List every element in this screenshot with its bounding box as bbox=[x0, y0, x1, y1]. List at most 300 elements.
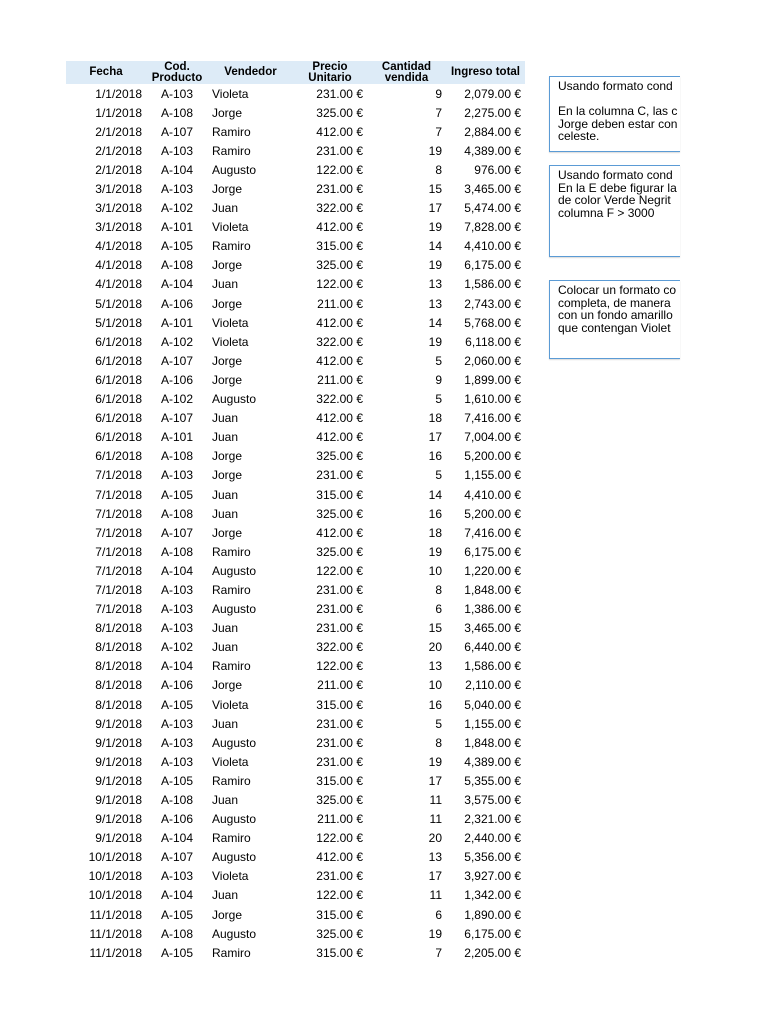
cell-cod-producto[interactable]: A-107 bbox=[160, 525, 194, 540]
cell-vendedor[interactable]: Ramiro bbox=[212, 945, 251, 960]
cell-vendedor[interactable]: Ramiro bbox=[212, 831, 251, 846]
cell-ingreso-total[interactable]: 3,927.00 € bbox=[464, 869, 521, 884]
cell-fecha[interactable]: 7/1/2018 bbox=[95, 525, 142, 540]
cell-fecha[interactable]: 1/1/2018 bbox=[95, 105, 142, 120]
cell-cantidad-vendida[interactable]: 14 bbox=[428, 315, 442, 330]
cell-cod-producto[interactable]: A-108 bbox=[160, 926, 194, 941]
cell-cod-producto[interactable]: A-103 bbox=[160, 869, 194, 884]
cell-ingreso-total[interactable]: 1,586.00 € bbox=[464, 659, 521, 674]
cell-ingreso-total[interactable]: 2,110.00 € bbox=[465, 678, 521, 693]
cell-ingreso-total[interactable]: 1,848.00 € bbox=[464, 582, 521, 597]
cell-cod-producto[interactable]: A-101 bbox=[160, 430, 194, 445]
cell-fecha[interactable]: 9/1/2018 bbox=[95, 773, 142, 788]
cell-precio-unitario[interactable]: 211.00 € bbox=[317, 296, 363, 311]
cell-cantidad-vendida[interactable]: 16 bbox=[428, 506, 442, 521]
cell-vendedor[interactable]: Ramiro bbox=[212, 659, 251, 674]
cell-vendedor[interactable]: Ramiro bbox=[212, 124, 251, 139]
cell-cantidad-vendida[interactable]: 6 bbox=[435, 907, 442, 922]
cell-fecha[interactable]: 2/1/2018 bbox=[95, 162, 142, 177]
cell-cantidad-vendida[interactable]: 5 bbox=[435, 716, 442, 731]
cell-cantidad-vendida[interactable]: 13 bbox=[428, 277, 442, 292]
cell-cod-producto[interactable]: A-107 bbox=[160, 411, 194, 426]
cell-cantidad-vendida[interactable]: 19 bbox=[428, 926, 442, 941]
table-row bbox=[66, 676, 525, 695]
cell-ingreso-total[interactable]: 1,890.00 € bbox=[464, 907, 521, 922]
cell-precio-unitario[interactable]: 412.00 € bbox=[316, 220, 363, 235]
cell-cantidad-vendida[interactable]: 10 bbox=[428, 678, 442, 693]
cell-vendedor[interactable]: Jorge bbox=[212, 353, 243, 368]
cell-precio-unitario[interactable]: 122.00 € bbox=[316, 162, 363, 177]
cell-ingreso-total[interactable]: 1,155.00 € bbox=[464, 716, 521, 731]
cell-precio-unitario[interactable]: 412.00 € bbox=[316, 411, 363, 426]
cell-fecha[interactable]: 9/1/2018 bbox=[95, 754, 142, 769]
header-fecha-label: Fecha bbox=[89, 66, 123, 78]
cell-precio-unitario[interactable]: 211.00 € bbox=[317, 812, 363, 827]
cell-cantidad-vendida[interactable]: 11 bbox=[429, 793, 442, 808]
cell-cod-producto[interactable]: A-101 bbox=[160, 220, 194, 235]
cell-ingreso-total[interactable]: 2,275.00 € bbox=[464, 105, 521, 120]
cell-precio-unitario[interactable]: 322.00 € bbox=[316, 201, 363, 216]
cell-fecha[interactable]: 8/1/2018 bbox=[95, 640, 142, 655]
cell-cantidad-vendida[interactable]: 8 bbox=[435, 162, 442, 177]
cell-fecha[interactable]: 7/1/2018 bbox=[95, 544, 142, 559]
table-row bbox=[66, 294, 525, 313]
cell-cod-producto[interactable]: A-103 bbox=[160, 602, 194, 617]
table-row bbox=[66, 409, 525, 428]
cell-vendedor[interactable]: Augusto bbox=[212, 850, 257, 865]
cell-fecha[interactable]: 2/1/2018 bbox=[95, 124, 142, 139]
cell-fecha[interactable]: 5/1/2018 bbox=[95, 315, 142, 330]
instruction-note-3[interactable]: Colocar un formato co completa, de manera con un fondo amarillo que contengan Violet bbox=[549, 280, 680, 359]
cell-precio-unitario[interactable]: 412.00 € bbox=[316, 353, 363, 368]
cell-ingreso-total[interactable]: 5,200.00 € bbox=[464, 506, 521, 521]
cell-vendedor[interactable]: Jorge bbox=[212, 907, 243, 922]
header-vendedor[interactable] bbox=[208, 61, 293, 84]
cell-precio-unitario[interactable]: 325.00 € bbox=[316, 449, 363, 464]
cell-precio-unitario[interactable]: 412.00 € bbox=[316, 315, 363, 330]
cell-vendedor[interactable]: Jorge bbox=[212, 105, 243, 120]
cell-cod-producto[interactable]: A-103 bbox=[160, 143, 194, 158]
table-row bbox=[66, 237, 525, 256]
cell-cantidad-vendida[interactable]: 13 bbox=[428, 659, 442, 674]
cell-ingreso-total[interactable]: 5,356.00 € bbox=[464, 850, 521, 865]
cell-cantidad-vendida[interactable]: 13 bbox=[428, 850, 442, 865]
cell-fecha[interactable]: 11/1/2018 bbox=[89, 926, 142, 941]
cell-cod-producto[interactable]: A-103 bbox=[160, 754, 194, 769]
cell-fecha[interactable]: 2/1/2018 bbox=[95, 143, 142, 158]
cell-fecha[interactable]: 11/1/2018 bbox=[89, 945, 142, 960]
cell-precio-unitario[interactable]: 231.00 € bbox=[316, 621, 363, 636]
cell-cantidad-vendida[interactable]: 7 bbox=[435, 105, 442, 120]
cell-cantidad-vendida[interactable]: 7 bbox=[435, 124, 442, 139]
cell-vendedor[interactable]: Jorge bbox=[212, 182, 243, 197]
cell-fecha[interactable]: 6/1/2018 bbox=[95, 334, 142, 349]
cell-precio-unitario[interactable]: 412.00 € bbox=[316, 124, 363, 139]
cell-cod-producto[interactable]: A-104 bbox=[160, 888, 194, 903]
cell-fecha[interactable]: 9/1/2018 bbox=[95, 831, 142, 846]
instruction-note-2[interactable]: Usando formato cond En la E debe figurar la de color Verde Negrit columna F > 3000 bbox=[549, 165, 680, 257]
cell-cod-producto[interactable]: A-103 bbox=[160, 621, 194, 636]
cell-vendedor[interactable]: Violeta bbox=[212, 869, 249, 884]
cell-precio-unitario[interactable]: 325.00 € bbox=[316, 105, 363, 120]
cell-fecha[interactable]: 7/1/2018 bbox=[95, 468, 142, 483]
cell-precio-unitario[interactable]: 315.00 € bbox=[316, 487, 363, 502]
cell-cantidad-vendida[interactable]: 17 bbox=[428, 430, 442, 445]
cell-ingreso-total[interactable]: 3,575.00 € bbox=[464, 793, 521, 808]
cell-fecha[interactable]: 3/1/2018 bbox=[95, 220, 142, 235]
cell-vendedor[interactable]: Jorge bbox=[212, 449, 243, 464]
cell-cod-producto[interactable]: A-102 bbox=[160, 392, 194, 407]
cell-cod-producto[interactable]: A-103 bbox=[160, 716, 194, 731]
header-fecha[interactable] bbox=[66, 61, 146, 84]
cell-cantidad-vendida[interactable]: 11 bbox=[429, 888, 442, 903]
cell-ingreso-total[interactable]: 5,355.00 € bbox=[464, 773, 521, 788]
cell-fecha[interactable]: 8/1/2018 bbox=[95, 659, 142, 674]
cell-vendedor[interactable]: Juan bbox=[212, 793, 239, 808]
cell-ingreso-total[interactable]: 7,416.00 € bbox=[464, 525, 521, 540]
cell-vendedor[interactable]: Violeta bbox=[212, 220, 249, 235]
cell-cod-producto[interactable]: A-101 bbox=[160, 315, 194, 330]
cell-cantidad-vendida[interactable]: 14 bbox=[428, 487, 442, 502]
cell-precio-unitario[interactable]: 315.00 € bbox=[316, 945, 363, 960]
cell-cantidad-vendida[interactable]: 19 bbox=[428, 754, 442, 769]
cell-cantidad-vendida[interactable]: 5 bbox=[435, 392, 442, 407]
header-ingreso-total[interactable] bbox=[446, 61, 525, 84]
cell-cantidad-vendida[interactable]: 19 bbox=[428, 258, 442, 273]
cell-ingreso-total[interactable]: 1,386.00 € bbox=[464, 602, 521, 617]
cell-ingreso-total[interactable]: 1,342.00 € bbox=[464, 888, 521, 903]
cell-precio-unitario[interactable]: 231.00 € bbox=[316, 86, 363, 101]
cell-cantidad-vendida[interactable]: 20 bbox=[428, 640, 442, 655]
cell-vendedor[interactable]: Violeta bbox=[212, 697, 249, 712]
cell-cod-producto[interactable]: A-104 bbox=[160, 277, 194, 292]
cell-cantidad-vendida[interactable]: 15 bbox=[428, 621, 442, 636]
cell-cantidad-vendida[interactable]: 19 bbox=[428, 334, 442, 349]
cell-precio-unitario[interactable]: 231.00 € bbox=[316, 716, 363, 731]
cell-precio-unitario[interactable]: 322.00 € bbox=[316, 334, 363, 349]
cell-precio-unitario[interactable]: 315.00 € bbox=[316, 697, 363, 712]
cell-vendedor[interactable]: Ramiro bbox=[212, 773, 251, 788]
cell-ingreso-total[interactable]: 4,410.00 € bbox=[464, 239, 521, 254]
cell-fecha[interactable]: 8/1/2018 bbox=[95, 678, 142, 693]
cell-fecha[interactable]: 9/1/2018 bbox=[95, 735, 142, 750]
cell-vendedor[interactable]: Juan bbox=[212, 888, 239, 903]
cell-vendedor[interactable]: Augusto bbox=[212, 735, 257, 750]
cell-vendedor[interactable]: Juan bbox=[212, 716, 239, 731]
cell-vendedor[interactable]: Ramiro bbox=[212, 239, 251, 254]
cell-cod-producto[interactable]: A-106 bbox=[160, 372, 194, 387]
cell-precio-unitario[interactable]: 122.00 € bbox=[316, 277, 363, 292]
cell-cantidad-vendida[interactable]: 13 bbox=[428, 296, 442, 311]
cell-vendedor[interactable]: Juan bbox=[212, 430, 239, 445]
cell-cantidad-vendida[interactable]: 20 bbox=[428, 831, 442, 846]
cell-precio-unitario[interactable]: 325.00 € bbox=[316, 793, 363, 808]
cell-vendedor[interactable]: Violeta bbox=[212, 315, 249, 330]
cell-cod-producto[interactable]: A-108 bbox=[160, 793, 194, 808]
cell-cantidad-vendida[interactable]: 19 bbox=[428, 220, 442, 235]
cell-fecha[interactable]: 5/1/2018 bbox=[95, 296, 142, 311]
cell-fecha[interactable]: 10/1/2018 bbox=[88, 888, 142, 903]
cell-precio-unitario[interactable]: 325.00 € bbox=[316, 926, 363, 941]
cell-cantidad-vendida[interactable]: 19 bbox=[428, 143, 442, 158]
cell-cantidad-vendida[interactable]: 17 bbox=[428, 773, 442, 788]
cell-cod-producto[interactable]: A-103 bbox=[160, 182, 194, 197]
cell-fecha[interactable]: 3/1/2018 bbox=[95, 182, 142, 197]
table-row bbox=[66, 370, 525, 389]
cell-cantidad-vendida[interactable]: 5 bbox=[435, 468, 442, 483]
cell-ingreso-total[interactable]: 1,848.00 € bbox=[464, 735, 521, 750]
cell-precio-unitario[interactable]: 122.00 € bbox=[316, 831, 363, 846]
cell-ingreso-total[interactable]: 6,118.00 € bbox=[465, 334, 521, 349]
cell-vendedor[interactable]: Juan bbox=[212, 621, 239, 636]
cell-cantidad-vendida[interactable]: 16 bbox=[428, 449, 442, 464]
cell-fecha[interactable]: 11/1/2018 bbox=[89, 907, 142, 922]
cell-fecha[interactable]: 4/1/2018 bbox=[95, 239, 142, 254]
cell-vendedor[interactable]: Jorge bbox=[212, 372, 243, 387]
cell-vendedor[interactable]: Augusto bbox=[212, 812, 257, 827]
cell-cantidad-vendida[interactable]: 18 bbox=[428, 411, 442, 426]
header-precio-unitario[interactable] bbox=[293, 61, 367, 84]
cell-ingreso-total[interactable]: 976.00 € bbox=[474, 162, 521, 177]
table-row bbox=[66, 218, 525, 237]
cell-precio-unitario[interactable]: 325.00 € bbox=[316, 506, 363, 521]
cell-cod-producto[interactable]: A-103 bbox=[160, 735, 194, 750]
cell-vendedor[interactable]: Jorge bbox=[212, 678, 243, 693]
cell-cantidad-vendida[interactable]: 15 bbox=[428, 182, 442, 197]
cell-precio-unitario[interactable]: 231.00 € bbox=[316, 602, 363, 617]
instruction-note-1[interactable]: Usando formato cond En la columna C, las c Jorge deben estar con celeste. bbox=[549, 76, 680, 152]
cell-fecha[interactable]: 1/1/2018 bbox=[95, 86, 142, 101]
cell-ingreso-total[interactable]: 4,389.00 € bbox=[464, 754, 521, 769]
cell-ingreso-total[interactable]: 6,175.00 € bbox=[464, 258, 521, 273]
cell-fecha[interactable]: 7/1/2018 bbox=[95, 582, 142, 597]
cell-cod-producto[interactable]: A-102 bbox=[160, 201, 194, 216]
cell-fecha[interactable]: 3/1/2018 bbox=[95, 201, 142, 216]
table-row bbox=[66, 428, 525, 447]
cell-ingreso-total[interactable]: 2,079.00 € bbox=[464, 86, 521, 101]
cell-cantidad-vendida[interactable]: 10 bbox=[428, 563, 442, 578]
cell-cantidad-vendida[interactable]: 16 bbox=[428, 697, 442, 712]
cell-ingreso-total[interactable]: 5,200.00 € bbox=[464, 449, 521, 464]
cell-vendedor[interactable]: Augusto bbox=[212, 602, 257, 617]
cell-precio-unitario[interactable]: 322.00 € bbox=[316, 640, 363, 655]
cell-vendedor[interactable]: Ramiro bbox=[212, 582, 251, 597]
cell-vendedor[interactable]: Juan bbox=[212, 487, 239, 502]
cell-cod-producto[interactable]: A-102 bbox=[160, 640, 194, 655]
cell-ingreso-total[interactable]: 7,828.00 € bbox=[464, 220, 521, 235]
cell-ingreso-total[interactable]: 1,220.00 € bbox=[464, 563, 521, 578]
cell-fecha[interactable]: 7/1/2018 bbox=[95, 506, 142, 521]
cell-fecha[interactable]: 6/1/2018 bbox=[95, 449, 142, 464]
cell-ingreso-total[interactable]: 5,474.00 € bbox=[464, 201, 521, 216]
cell-cod-producto[interactable]: A-105 bbox=[160, 907, 194, 922]
cell-fecha[interactable]: 6/1/2018 bbox=[95, 392, 142, 407]
cell-cantidad-vendida[interactable]: 19 bbox=[428, 544, 442, 559]
cell-precio-unitario[interactable]: 231.00 € bbox=[316, 754, 363, 769]
cell-precio-unitario[interactable]: 325.00 € bbox=[316, 544, 363, 559]
cell-cod-producto[interactable]: A-107 bbox=[160, 124, 194, 139]
cell-cantidad-vendida[interactable]: 17 bbox=[428, 201, 442, 216]
cell-precio-unitario[interactable]: 315.00 € bbox=[316, 907, 363, 922]
cell-cod-producto[interactable]: A-108 bbox=[160, 258, 194, 273]
cell-fecha[interactable]: 6/1/2018 bbox=[95, 372, 142, 387]
cell-vendedor[interactable]: Jorge bbox=[212, 468, 243, 483]
cell-vendedor[interactable]: Augusto bbox=[212, 392, 257, 407]
cell-cod-producto[interactable]: A-106 bbox=[160, 296, 194, 311]
cell-cod-producto[interactable]: A-107 bbox=[160, 353, 194, 368]
cell-cod-producto[interactable]: A-104 bbox=[160, 659, 194, 674]
cell-cod-producto[interactable]: A-106 bbox=[160, 678, 194, 693]
cell-vendedor[interactable]: Violeta bbox=[212, 334, 249, 349]
cell-cod-producto[interactable]: A-106 bbox=[160, 812, 194, 827]
cell-cantidad-vendida[interactable]: 17 bbox=[428, 869, 442, 884]
cell-precio-unitario[interactable]: 231.00 € bbox=[316, 869, 363, 884]
cell-ingreso-total[interactable]: 6,175.00 € bbox=[464, 926, 521, 941]
cell-vendedor[interactable]: Ramiro bbox=[212, 143, 251, 158]
cell-precio-unitario[interactable]: 122.00 € bbox=[316, 563, 363, 578]
cell-fecha[interactable]: 10/1/2018 bbox=[88, 850, 142, 865]
cell-vendedor[interactable]: Jorge bbox=[212, 258, 243, 273]
table-row bbox=[66, 179, 525, 198]
cell-cantidad-vendida[interactable]: 14 bbox=[428, 239, 442, 254]
cell-precio-unitario[interactable]: 211.00 € bbox=[317, 372, 363, 387]
table-row bbox=[66, 733, 525, 752]
cell-precio-unitario[interactable]: 122.00 € bbox=[316, 888, 363, 903]
cell-cod-producto[interactable]: A-104 bbox=[160, 831, 194, 846]
cell-ingreso-total[interactable]: 1,155.00 € bbox=[464, 468, 521, 483]
cell-cod-producto[interactable]: A-108 bbox=[160, 105, 194, 120]
cell-ingreso-total[interactable]: 3,465.00 € bbox=[464, 621, 521, 636]
cell-precio-unitario[interactable]: 325.00 € bbox=[316, 258, 363, 273]
cell-vendedor[interactable]: Augusto bbox=[212, 563, 257, 578]
cell-fecha[interactable]: 9/1/2018 bbox=[95, 716, 142, 731]
cell-cantidad-vendida[interactable]: 6 bbox=[435, 602, 442, 617]
cell-ingreso-total[interactable]: 4,410.00 € bbox=[464, 487, 521, 502]
cell-cantidad-vendida[interactable]: 9 bbox=[435, 86, 442, 101]
cell-vendedor[interactable]: Juan bbox=[212, 201, 239, 216]
cell-fecha[interactable]: 9/1/2018 bbox=[95, 793, 142, 808]
cell-ingreso-total[interactable]: 5,040.00 € bbox=[464, 697, 521, 712]
cell-vendedor[interactable]: Augusto bbox=[212, 162, 257, 177]
cell-cod-producto[interactable]: A-107 bbox=[160, 850, 194, 865]
cell-cod-producto[interactable]: A-105 bbox=[160, 487, 194, 502]
cell-cod-producto[interactable]: A-108 bbox=[160, 506, 194, 521]
cell-cod-producto[interactable]: A-103 bbox=[160, 582, 194, 597]
cell-vendedor[interactable]: Juan bbox=[212, 277, 239, 292]
table-row bbox=[66, 199, 525, 218]
cell-cod-producto[interactable]: A-102 bbox=[160, 334, 194, 349]
cell-fecha[interactable]: 7/1/2018 bbox=[95, 487, 142, 502]
cell-vendedor[interactable]: Ramiro bbox=[212, 544, 251, 559]
cell-ingreso-total[interactable]: 7,004.00 € bbox=[464, 430, 521, 445]
cell-cod-producto[interactable]: A-103 bbox=[160, 86, 194, 101]
cell-cod-producto[interactable]: A-104 bbox=[160, 563, 194, 578]
cell-precio-unitario[interactable]: 412.00 € bbox=[316, 525, 363, 540]
cell-precio-unitario[interactable]: 315.00 € bbox=[316, 239, 363, 254]
cell-fecha[interactable]: 4/1/2018 bbox=[95, 258, 142, 273]
header-precio-line1: Precio bbox=[312, 60, 348, 73]
cell-fecha[interactable]: 7/1/2018 bbox=[95, 602, 142, 617]
cell-vendedor[interactable]: Juan bbox=[212, 640, 239, 655]
cell-cantidad-vendida[interactable]: 9 bbox=[435, 372, 442, 387]
cell-cod-producto[interactable]: A-104 bbox=[160, 162, 194, 177]
cell-vendedor[interactable]: Jorge bbox=[212, 525, 243, 540]
cell-ingreso-total[interactable]: 6,175.00 € bbox=[464, 544, 521, 559]
cell-precio-unitario[interactable]: 412.00 € bbox=[316, 430, 363, 445]
cell-cod-producto[interactable]: A-103 bbox=[160, 468, 194, 483]
cell-precio-unitario[interactable]: 122.00 € bbox=[316, 659, 363, 674]
cell-cod-producto[interactable]: A-108 bbox=[160, 449, 194, 464]
header-vendedor-label: Vendedor bbox=[224, 66, 277, 78]
cell-fecha[interactable]: 10/1/2018 bbox=[88, 869, 142, 884]
cell-ingreso-total[interactable]: 4,389.00 € bbox=[464, 143, 521, 158]
cell-vendedor[interactable]: Jorge bbox=[212, 296, 243, 311]
header-cod-producto[interactable] bbox=[146, 61, 208, 84]
cell-vendedor[interactable]: Violeta bbox=[212, 754, 249, 769]
cell-ingreso-total[interactable]: 6,440.00 € bbox=[464, 640, 521, 655]
table-row bbox=[66, 141, 525, 160]
cell-precio-unitario[interactable]: 231.00 € bbox=[316, 143, 363, 158]
cell-ingreso-total[interactable]: 1,899.00 € bbox=[464, 372, 521, 387]
cell-ingreso-total[interactable]: 2,060.00 € bbox=[464, 353, 521, 368]
cell-precio-unitario[interactable]: 211.00 € bbox=[317, 678, 363, 693]
cell-ingreso-total[interactable]: 2,884.00 € bbox=[464, 124, 521, 139]
cell-cod-producto[interactable]: A-108 bbox=[160, 544, 194, 559]
cell-precio-unitario[interactable]: 322.00 € bbox=[316, 392, 363, 407]
cell-cod-producto[interactable]: A-105 bbox=[160, 239, 194, 254]
cell-ingreso-total[interactable]: 2,440.00 € bbox=[464, 831, 521, 846]
cell-fecha[interactable]: 8/1/2018 bbox=[95, 697, 142, 712]
cell-ingreso-total[interactable]: 2,321.00 € bbox=[464, 812, 521, 827]
cell-vendedor[interactable]: Violeta bbox=[212, 86, 249, 101]
cell-cantidad-vendida[interactable]: 8 bbox=[435, 735, 442, 750]
header-cantidad-vendida[interactable] bbox=[367, 61, 446, 84]
cell-ingreso-total[interactable]: 5,768.00 € bbox=[464, 315, 521, 330]
cell-vendedor[interactable]: Juan bbox=[212, 506, 239, 521]
cell-cantidad-vendida[interactable]: 5 bbox=[435, 353, 442, 368]
cell-fecha[interactable]: 6/1/2018 bbox=[95, 430, 142, 445]
cell-ingreso-total[interactable]: 1,586.00 € bbox=[464, 277, 521, 292]
cell-ingreso-total[interactable]: 1,610.00 € bbox=[464, 392, 521, 407]
cell-fecha[interactable]: 4/1/2018 bbox=[95, 277, 142, 292]
cell-ingreso-total[interactable]: 2,205.00 € bbox=[464, 945, 521, 960]
cell-fecha[interactable]: 8/1/2018 bbox=[95, 621, 142, 636]
cell-ingreso-total[interactable]: 7,416.00 € bbox=[464, 411, 521, 426]
cell-fecha[interactable]: 7/1/2018 bbox=[95, 563, 142, 578]
cell-fecha[interactable]: 6/1/2018 bbox=[95, 411, 142, 426]
cell-cantidad-vendida[interactable]: 18 bbox=[428, 525, 442, 540]
cell-fecha[interactable]: 6/1/2018 bbox=[95, 353, 142, 368]
cell-precio-unitario[interactable]: 231.00 € bbox=[316, 582, 363, 597]
cell-precio-unitario[interactable]: 231.00 € bbox=[316, 468, 363, 483]
cell-ingreso-total[interactable]: 2,743.00 € bbox=[464, 296, 521, 311]
cell-cod-producto[interactable]: A-105 bbox=[160, 773, 194, 788]
cell-cantidad-vendida[interactable]: 8 bbox=[435, 582, 442, 597]
cell-cod-producto[interactable]: A-105 bbox=[160, 697, 194, 712]
cell-vendedor[interactable]: Augusto bbox=[212, 926, 257, 941]
cell-precio-unitario[interactable]: 315.00 € bbox=[316, 773, 363, 788]
cell-cantidad-vendida[interactable]: 7 bbox=[435, 945, 442, 960]
cell-precio-unitario[interactable]: 231.00 € bbox=[316, 182, 363, 197]
cell-precio-unitario[interactable]: 412.00 € bbox=[316, 850, 363, 865]
cell-precio-unitario[interactable]: 231.00 € bbox=[316, 735, 363, 750]
cell-cantidad-vendida[interactable]: 11 bbox=[429, 812, 442, 827]
table-row bbox=[66, 829, 525, 848]
cell-vendedor[interactable]: Juan bbox=[212, 411, 239, 426]
cell-ingreso-total[interactable]: 3,465.00 € bbox=[464, 182, 521, 197]
cell-cod-producto[interactable]: A-105 bbox=[160, 945, 194, 960]
cell-fecha[interactable]: 9/1/2018 bbox=[95, 812, 142, 827]
